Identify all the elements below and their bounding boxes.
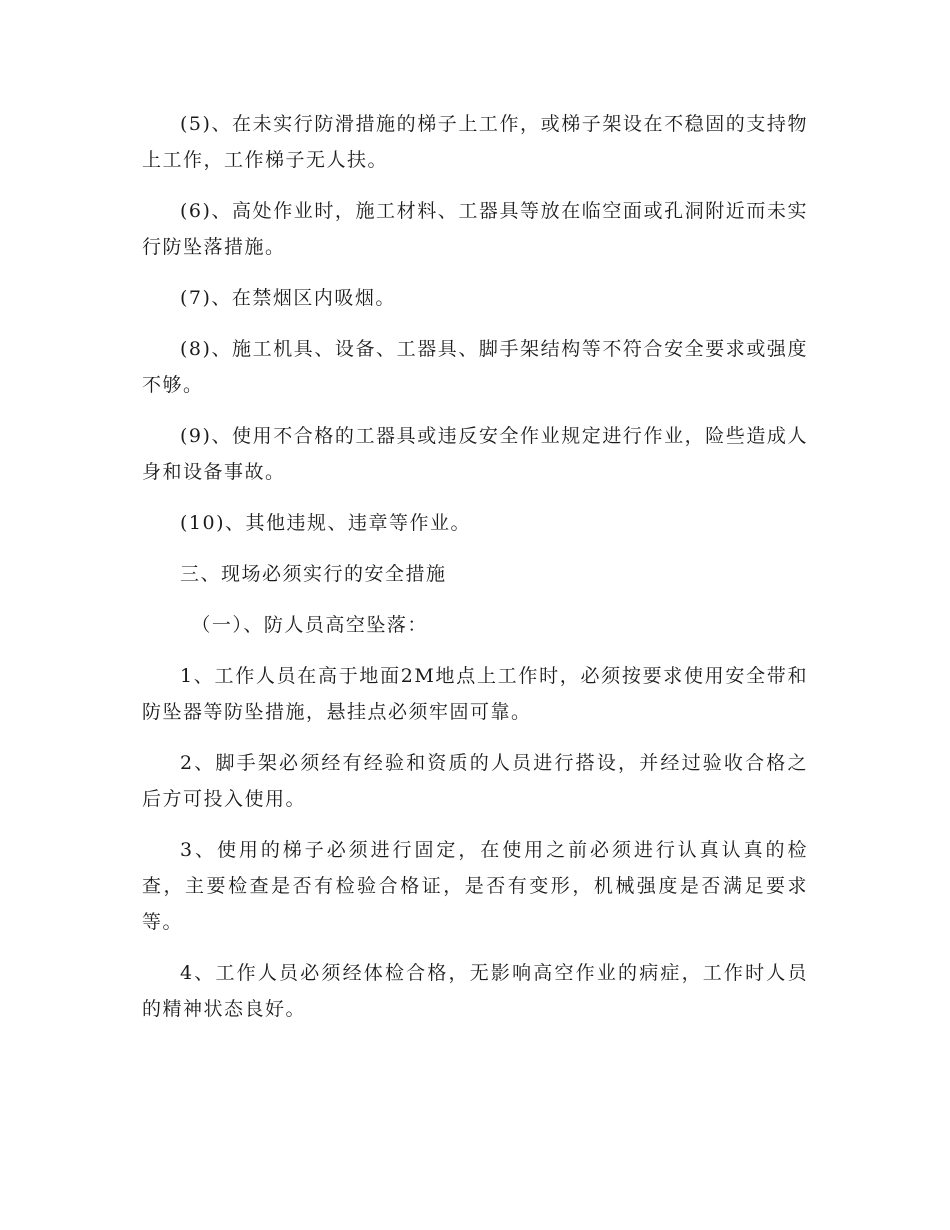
paragraph-item-6: (6)、高处作业时，施工材料、工器具等放在临空面或孔洞附近而未实行防坠落措施。 [142, 200, 808, 258]
subsection-heading-fall-prevention: （一）、防人员高空坠落： [191, 614, 428, 636]
paragraph-item-5: (5)、在未实行防滑措施的梯子上工作，或梯子架设在不稳固的支持物上工作，工作梯子无人扶。 [142, 113, 808, 171]
measure-item-4: 4、工作人员必须经体检合格，无影响高空作业的病症，工作时人员的精神状态良好。 [142, 962, 808, 1020]
paragraph-item-7: (7)、在禁烟区内吸烟。 [180, 287, 396, 309]
section-heading-safety-measures: 三、现场必须实行的安全措施 [180, 563, 447, 585]
measure-item-3: 3、使用的梯子必须进行固定，在使用之前必须进行认真认真的检查，主要检查是否有检验合格证，是否有变形，机械强度是否满足要求等。 [142, 839, 808, 933]
measure-item-1: 1、工作人员在高于地面2M地点上工作时，必须按要求使用安全带和防坠器等防坠措施，悬挂点必须牢固可靠。 [142, 665, 808, 723]
measure-item-2: 2、脚手架必须经有经验和资质的人员进行搭设，并经过验收合格之后方可投入使用。 [142, 752, 808, 810]
paragraph-item-10: (10)、其他违规、违章等作业。 [180, 512, 472, 534]
paragraph-item-8: (8)、施工机具、设备、工器具、脚手架结构等不符合安全要求或强度不够。 [142, 338, 808, 396]
paragraph-item-9: (9)、使用不合格的工器具或违反安全作业规定进行作业，险些造成人身和设备事故。 [142, 425, 808, 483]
document-body [142, 106, 808, 1042]
